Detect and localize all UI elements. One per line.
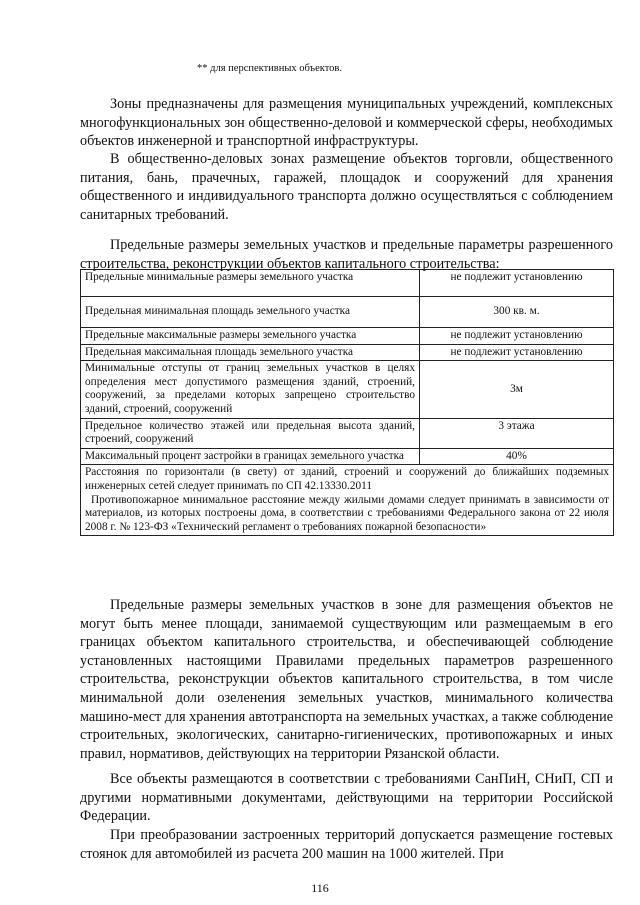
paragraph-land-plot-limits: Предельные размеры земельных участков в зоне для размещения объектов не могут быть менее площади, занимаемой существующим или размещаемым в его границах объектом капитального строительства, и обеспечивающей соблюдение установленных настоящими Правилами предельных параметров разрешенного строительства, реконструкции объектов капитального строительства, в том числе минимальной доли озеленения земельных участков, минимального количества машино-мест для хранения автотранспорта на земельных участках, а также соблюдение строительных, экологических, санитарно-гигиенических, противопожарных и иных правил, нормативов, действующих на территории Рязанской области.: [80, 597, 613, 762]
table-cell-param: Минимальные отступы от границ земельных участков в целях определения мест допустимого размещения зданий, строений, сооружений, за пределами которых запрещено строительство зданий, строений, сооружений: [81, 361, 420, 418]
table-cell-param: Максимальный процент застройки в границах земельного участка: [81, 448, 420, 465]
table-cell-value: не подлежит установлению: [420, 344, 614, 361]
table-row: [81, 297, 614, 328]
paragraph-business-zones: В общественно-деловых зонах размещение объектов торговли, общественного питания, бань, прачечных, гаражей, площадок и сооружений для хранения общественного и индивидуального транспорта должно осуществляться с соблюдением санитарных требований.: [80, 151, 613, 223]
table-note-cell: [81, 465, 614, 536]
table-cell-param: Предельное количество этажей или предельная высота зданий, строений, сооружений: [81, 418, 420, 448]
paragraph-zones-purpose: Зоны предназначены для размещения муниципальных учреждений, комплексных многофункциональных зон общественно-деловой и коммерческой сферы, необходимых объектов инженерной и транспортной инфраструктуры.: [80, 96, 613, 150]
table-cell-param: Предельные максимальные размеры земельного участка: [81, 328, 420, 345]
table-note-fire-distance: Противопожарное минимальное расстояние между жилыми домами следует принимать в зависимости от материалов, из которых построены дома, в соответствии с требованиями Федерального закона от 22 июля 2008 г. № 123-ФЗ «Технический регламент о требованиях пожарной безопасности»: [85, 493, 609, 533]
table-row: [81, 448, 614, 465]
paragraph-table-intro: Предельные размеры земельных участков и предельные параметры разрешенного строительства, реконструкции объектов капитального строительства:: [80, 237, 613, 272]
table-row: [81, 270, 614, 297]
table-row: [81, 465, 614, 536]
paragraph-guest-parking: При преобразовании застроенных территорий допускается размещение гостевых стоянок для автомобилей из расчета 200 машин на 1000 жителей. При: [80, 827, 613, 862]
table-cell-value: не подлежит установлению: [420, 270, 614, 297]
table-row: [81, 361, 614, 418]
table-note-engineering-networks: Расстояния по горизонтали (в свету) от зданий, строений и сооружений до ближайших подземных инженерных сетей следует принимать по СП 42.13330.2011: [85, 466, 609, 492]
table-row: [81, 344, 614, 361]
table-row: [81, 418, 614, 448]
table-cell-param: Предельная минимальная площадь земельного участка: [81, 297, 420, 328]
table-cell-value: 3 этажа: [420, 418, 614, 448]
table-cell-value: 3м: [420, 361, 614, 418]
table-cell-value: 40%: [420, 448, 614, 465]
table-cell-param: Предельная максимальная площадь земельного участка: [81, 344, 420, 361]
table-cell-value: не подлежит установлению: [420, 328, 614, 345]
page-number: 116: [311, 881, 329, 895]
footnote: ** для перспективных объектов.: [197, 63, 342, 74]
paragraph-regulations: Все объекты размещаются в соответствии с требованиями СанПиН, СНиП, СП и другими нормативными документами, действующими на территории Российской Федерации.: [80, 771, 613, 825]
table-row: [81, 328, 614, 345]
table-cell-value: 300 кв. м.: [420, 297, 614, 328]
parameters-table: [80, 269, 614, 536]
table-cell-param: Предельные минимальные размеры земельного участка: [81, 270, 420, 297]
